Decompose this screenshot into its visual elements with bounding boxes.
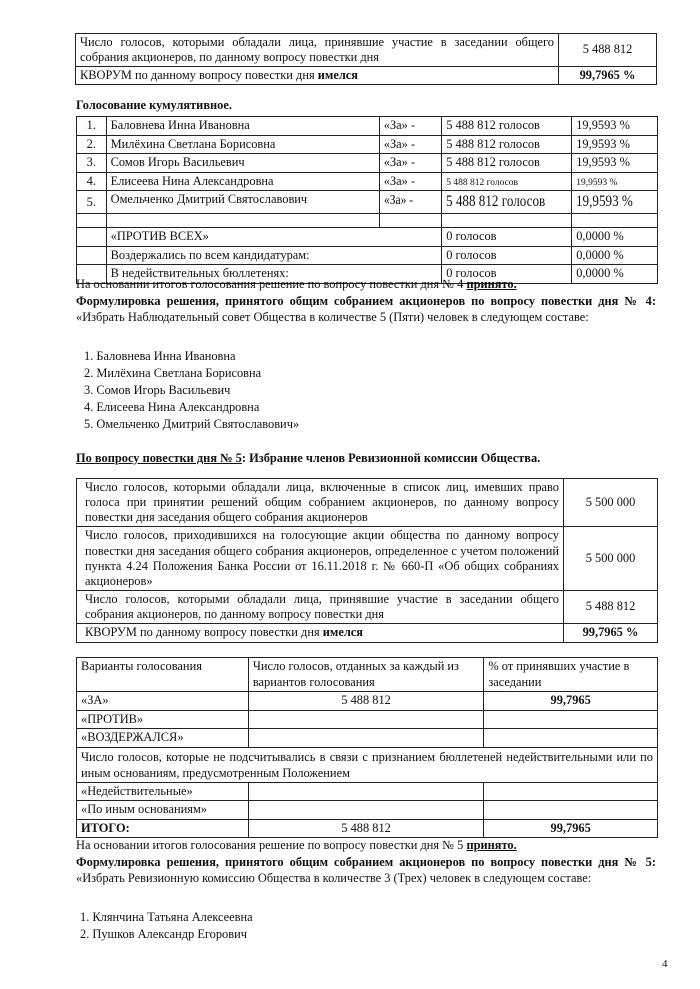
- participants-label: Число голосов, которыми обладали лица, принявшие участие в заседании общего собрания акционеров, по данному вопросу повестки дня: [77, 590, 564, 623]
- header-options: Варианты голосования: [77, 658, 249, 692]
- header-pct: % от принявших участие в заседании: [484, 658, 658, 692]
- candidate-num: 4.: [77, 172, 107, 191]
- eligible-votes-value: 5 500 000: [564, 479, 658, 527]
- candidate-votes: 5 488 812 голосов: [442, 117, 572, 136]
- other-grounds-label: «По иным основаниям»: [77, 801, 249, 820]
- quorum-label: КВОРУМ по данному вопросу повестки дня имелся: [77, 624, 564, 643]
- candidate-votes: 5 488 812 голосов: [442, 154, 572, 173]
- vozd-pct: [484, 729, 658, 748]
- vozd-label: «ВОЗДЕРЖАЛСЯ»: [77, 729, 249, 748]
- candidate-vote: «За» -: [379, 191, 441, 214]
- list-item: 4. Елисеева Нина Александровна: [84, 400, 260, 414]
- participants-label: Число голосов, которыми обладали лица, принявшие участие в заседании общего собрания акционеров, по данному вопросу повестки дня: [76, 34, 559, 67]
- table-row: [77, 527, 658, 591]
- quorum-label: КВОРУМ по данному вопросу повестки дня имелся: [76, 66, 559, 85]
- table-row: [76, 34, 657, 67]
- list-item: 2. Пушков Александр Егорович: [80, 927, 247, 941]
- table-row: [77, 819, 658, 838]
- quorum-table-item4: [75, 33, 657, 85]
- candidate-name: Елисеева Нина Александровна: [106, 172, 379, 191]
- voting-shares-value: 5 500 000: [564, 527, 658, 591]
- protiv-pct: [484, 710, 658, 729]
- decision5-result: На основании итогов голосования решение по вопросу повестки дня № 5 принято.: [76, 838, 517, 852]
- invalid-label: «Недействительные»: [77, 782, 249, 801]
- page-number: 4: [662, 958, 668, 970]
- candidate-votes: 5 488 812 голосов: [442, 172, 572, 191]
- against-all-pct: 0,0000 %: [572, 228, 658, 247]
- protiv-votes: [248, 710, 483, 729]
- candidate-pct: 19,9593 %: [572, 135, 658, 154]
- decision4-formulation: Формулировка решения, принятого общим собранием акционеров по вопросу повестки дня № 4: «Избрать Наблюдательный совет Общества в количестве 5 (Пяти) человек в следующем составе:: [76, 293, 656, 325]
- abstained-votes: 0 голосов: [442, 246, 572, 265]
- candidate-num: 2.: [77, 135, 107, 154]
- table-row: [77, 191, 658, 214]
- table-row: [77, 801, 658, 820]
- candidate-name: Милёхина Светлана Борисовна: [106, 135, 379, 154]
- list-item: 1. Баловнева Инна Ивановна: [84, 349, 236, 363]
- table-row: [77, 135, 658, 154]
- table-row: [77, 658, 658, 692]
- table-row: [77, 246, 658, 265]
- other-grounds-pct: [484, 801, 658, 820]
- abstained-label: Воздержались по всем кандидатурам:: [106, 246, 442, 265]
- table-row: [77, 692, 658, 711]
- participants-value: 5 488 812: [564, 590, 658, 623]
- table-row: [77, 590, 658, 623]
- decision4-result: На основании итогов голосования решение по вопросу повестки дня № 4 принято.: [76, 277, 517, 291]
- item5-stats-table: [76, 478, 658, 643]
- candidate-name: Сомов Игорь Васильевич: [106, 154, 379, 173]
- invalid-pct: 0,0000 %: [572, 265, 658, 284]
- total-label: ИТОГО:: [77, 819, 249, 838]
- candidate-votes: 5 488 812 голосов: [442, 135, 572, 154]
- candidate-vote: «За» -: [379, 117, 441, 136]
- total-votes: 5 488 812: [248, 819, 483, 838]
- za-pct: 99,7965: [484, 692, 658, 711]
- protiv-label: «ПРОТИВ»: [77, 710, 249, 729]
- table-row: [77, 214, 658, 228]
- invalid-votes: [248, 782, 483, 801]
- against-all-votes: 0 голосов: [442, 228, 572, 247]
- candidate-num: 1.: [77, 117, 107, 136]
- list-item: 1. Клянчина Татьяна Алексеевна: [80, 910, 253, 924]
- quorum-value: 99,7965 %: [559, 66, 657, 85]
- table-row: [77, 172, 658, 191]
- table-row: [77, 747, 658, 782]
- vozd-votes: [248, 729, 483, 748]
- list-item: 2. Милёхина Светлана Борисовна: [84, 366, 262, 380]
- cumulative-table: [76, 116, 658, 284]
- table-row: [77, 117, 658, 136]
- candidate-vote: «За» -: [379, 154, 441, 173]
- table-row: [77, 154, 658, 173]
- table-row: [77, 729, 658, 748]
- candidate-votes: 5 488 812 голосов: [442, 191, 572, 214]
- item5-heading: По вопросу повестки дня № 5: Избрание членов Ревизионной комиссии Общества.: [76, 451, 541, 465]
- against-all-label: «ПРОТИВ ВСЕХ»: [106, 228, 442, 247]
- decision4-block: [76, 277, 656, 326]
- candidate-vote: «За» -: [379, 135, 441, 154]
- table-row: [77, 710, 658, 729]
- list-item: 3. Сомов Игорь Васильевич: [84, 383, 231, 397]
- quorum-value: 99,7965 %: [564, 624, 658, 643]
- candidate-name: Баловнева Инна Ивановна: [106, 117, 379, 136]
- table-row: [77, 479, 658, 527]
- table-row: [77, 624, 658, 643]
- invalid-pct: [484, 782, 658, 801]
- table-row: [77, 228, 658, 247]
- header-votes: Число голосов, отданных за каждый из вариантов голосования: [248, 658, 483, 692]
- audit-member-list: [80, 910, 253, 944]
- council-member-list: [84, 349, 299, 434]
- list-item: 5. Омельченко Дмитрий Святославович»: [84, 417, 300, 431]
- invalid-label: В недействительных бюллетенях:: [106, 265, 442, 284]
- uncounted-note: Число голосов, которые не подсчитывались в связи с признанием бюллетеней недействительными или по иным основаниям, предусмотренным Положением: [77, 747, 658, 782]
- invalid-votes: 0 голосов: [442, 265, 572, 284]
- voting-shares-label: Число голосов, приходившихся на голосующие акции общества по данному вопросу повестки дня заседания общего собрания акционеров, определенное с учетом положений пункта 4.24 Положения Банка России от 16.11.2018 г. № 660-П «Об общих собраниях акционеров»: [77, 527, 564, 591]
- eligible-votes-label: Число голосов, которыми обладали лица, включенные в список лиц, имевших право голоса при принятии решений общим собранием акционеров, по данному вопросу повестки дня заседания общего собрания акционеров: [77, 479, 564, 527]
- candidate-name: Омельченко Дмитрий Святославович: [106, 191, 379, 214]
- candidate-pct: 19,9593 %: [572, 117, 658, 136]
- participants-value: 5 488 812: [559, 34, 657, 67]
- total-pct: 99,7965: [484, 819, 658, 838]
- item5-results-table: [76, 657, 658, 838]
- za-label: «ЗА»: [77, 692, 249, 711]
- table-row: [77, 782, 658, 801]
- abstained-pct: 0,0000 %: [572, 246, 658, 265]
- candidate-pct: 19,9593 %: [572, 172, 658, 191]
- cumulative-heading: Голосование кумулятивное.: [76, 98, 232, 112]
- candidate-pct: 19,9593 %: [572, 154, 658, 173]
- table-row: [76, 66, 657, 85]
- candidate-pct: 19,9593 %: [572, 191, 658, 214]
- candidate-num: 5.: [77, 191, 107, 214]
- za-votes: 5 488 812: [248, 692, 483, 711]
- decision5-formulation: Формулировка решения, принятого общим собранием акционеров по вопросу повестки дня № 5: «Избрать Ревизионную комиссию Общества в количестве 3 (Трех) человек в следующем составе:: [76, 854, 656, 886]
- decision5-block: [76, 838, 656, 887]
- candidate-num: 3.: [77, 154, 107, 173]
- other-grounds-votes: [248, 801, 483, 820]
- candidate-vote: «За» -: [379, 172, 441, 191]
